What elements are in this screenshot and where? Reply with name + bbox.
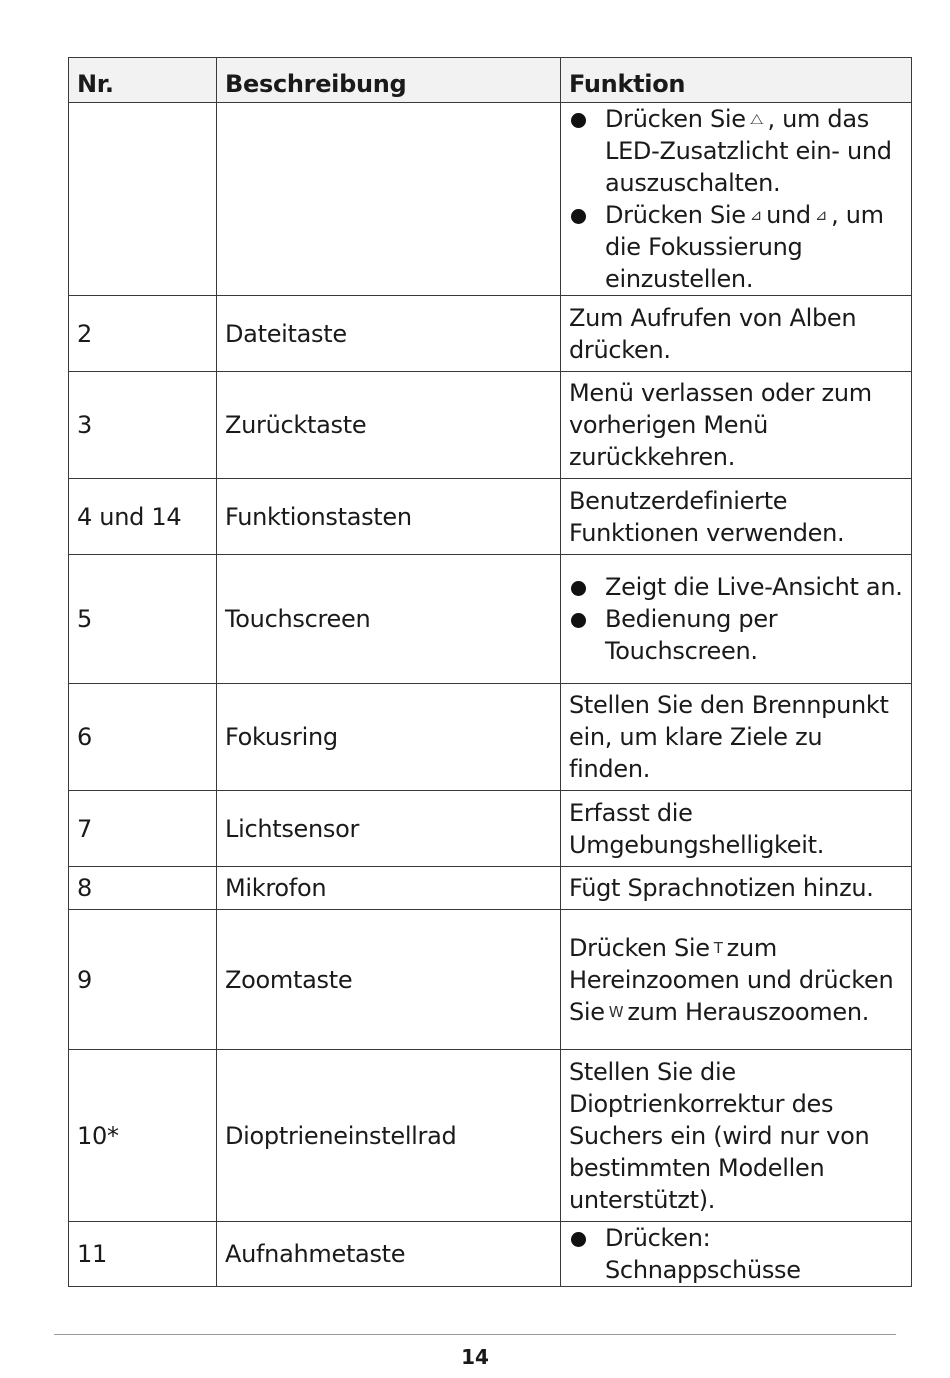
cell-nr: 5 <box>69 555 217 684</box>
cell-beschreibung <box>217 103 561 296</box>
bullet-text: Drücken Sie <box>605 105 746 133</box>
cell-funktion: Stellen Sie den Brennpunkt ein, um klare Ziele zu finden. <box>561 684 912 791</box>
cell-nr: 6 <box>69 684 217 791</box>
cell-beschreibung: Touchscreen <box>217 555 561 684</box>
cell-beschreibung: Mikrofon <box>217 867 561 910</box>
header-funktion: Funktion <box>561 58 912 103</box>
table-header-row <box>69 58 912 103</box>
bullet-text: , um die Fokussierung einzustellen. <box>605 201 884 293</box>
table-row <box>69 684 912 791</box>
cell-funktion: Menü verlassen oder zum vorherigen Menü zurückkehren. <box>561 372 912 479</box>
cell-text: Drücken Sie <box>569 933 710 962</box>
cell-funktion: Fügt Sprachnotizen hinzu. <box>561 867 912 910</box>
cell-funktion: Benutzerdefinierte Funktionen verwenden. <box>561 479 912 555</box>
table-row <box>69 296 912 372</box>
cell-beschreibung: Dateitaste <box>217 296 561 372</box>
cell-beschreibung: Fokusring <box>217 684 561 791</box>
table-row <box>69 479 912 555</box>
focus-near-icon: ⊿ <box>749 206 763 224</box>
cell-beschreibung: Zurücktaste <box>217 372 561 479</box>
cell-beschreibung: Zoomtaste <box>217 910 561 1050</box>
table-row <box>69 1222 912 1287</box>
cell-funktion: Stellen Sie die Dioptrienkorrektur des Suchers ein (wird nur von bestimmten Modellen unterstützt). <box>561 1050 912 1222</box>
led-light-icon: ⧍ <box>749 110 764 128</box>
cell-nr: 11 <box>69 1222 217 1287</box>
focus-far-icon: ⊿ <box>814 206 828 224</box>
function-table <box>68 57 912 1287</box>
bullet-item <box>569 199 903 295</box>
bullet-text: , um das LED-Zusatzlicht ein- und auszuschalten. <box>605 105 892 197</box>
bullet-list <box>569 1222 903 1286</box>
cell-nr: 9 <box>69 910 217 1050</box>
bullet-text: Drücken Sie <box>605 201 746 229</box>
bullet-item <box>569 103 903 199</box>
bullet-list <box>569 103 903 295</box>
cell-nr: 3 <box>69 372 217 479</box>
cell-funktion: Zum Aufrufen von Alben drücken. <box>561 296 912 372</box>
cell-beschreibung: Funktionstasten <box>217 479 561 555</box>
cell-beschreibung: Lichtsensor <box>217 791 561 867</box>
cell-funktion: Erfasst die Umgebungshelligkeit. <box>561 791 912 867</box>
header-nr: Nr. <box>69 58 217 103</box>
zoom-wide-icon: W <box>608 1002 624 1021</box>
table-row <box>69 1050 912 1222</box>
cell-beschreibung: Dioptrieneinstellrad <box>217 1050 561 1222</box>
cell-nr: 7 <box>69 791 217 867</box>
table-row <box>69 791 912 867</box>
table-row <box>69 867 912 910</box>
cell-beschreibung: Aufnahmetaste <box>217 1222 561 1287</box>
zoom-tele-icon: T <box>713 938 723 957</box>
cell-nr <box>69 103 217 296</box>
cell-funktion <box>561 910 912 1050</box>
bullet-item: Drücken: Schnappschüsse <box>569 1222 903 1286</box>
bullet-item: Bedienung per Touchscreen. <box>569 603 903 667</box>
cell-nr: 2 <box>69 296 217 372</box>
footer-divider <box>54 1334 896 1335</box>
cell-funktion <box>561 103 912 296</box>
cell-funktion <box>561 555 912 684</box>
bullet-item: Zeigt die Live-Ansicht an. <box>569 571 903 603</box>
cell-funktion <box>561 1222 912 1287</box>
table-row <box>69 372 912 479</box>
cell-nr: 4 und 14 <box>69 479 217 555</box>
table-row <box>69 103 912 296</box>
table-row <box>69 910 912 1050</box>
cell-nr: 10* <box>69 1050 217 1222</box>
bullet-list <box>569 571 903 667</box>
cell-nr: 8 <box>69 867 217 910</box>
header-beschreibung: Beschreibung <box>217 58 561 103</box>
bullet-text: und <box>766 201 811 229</box>
page-number: 14 <box>461 1345 489 1369</box>
table-row <box>69 555 912 684</box>
cell-text: zum Hereinzoomen und drücken Sie <box>569 933 894 1026</box>
cell-text: zum Herauszoomen. <box>627 997 870 1026</box>
